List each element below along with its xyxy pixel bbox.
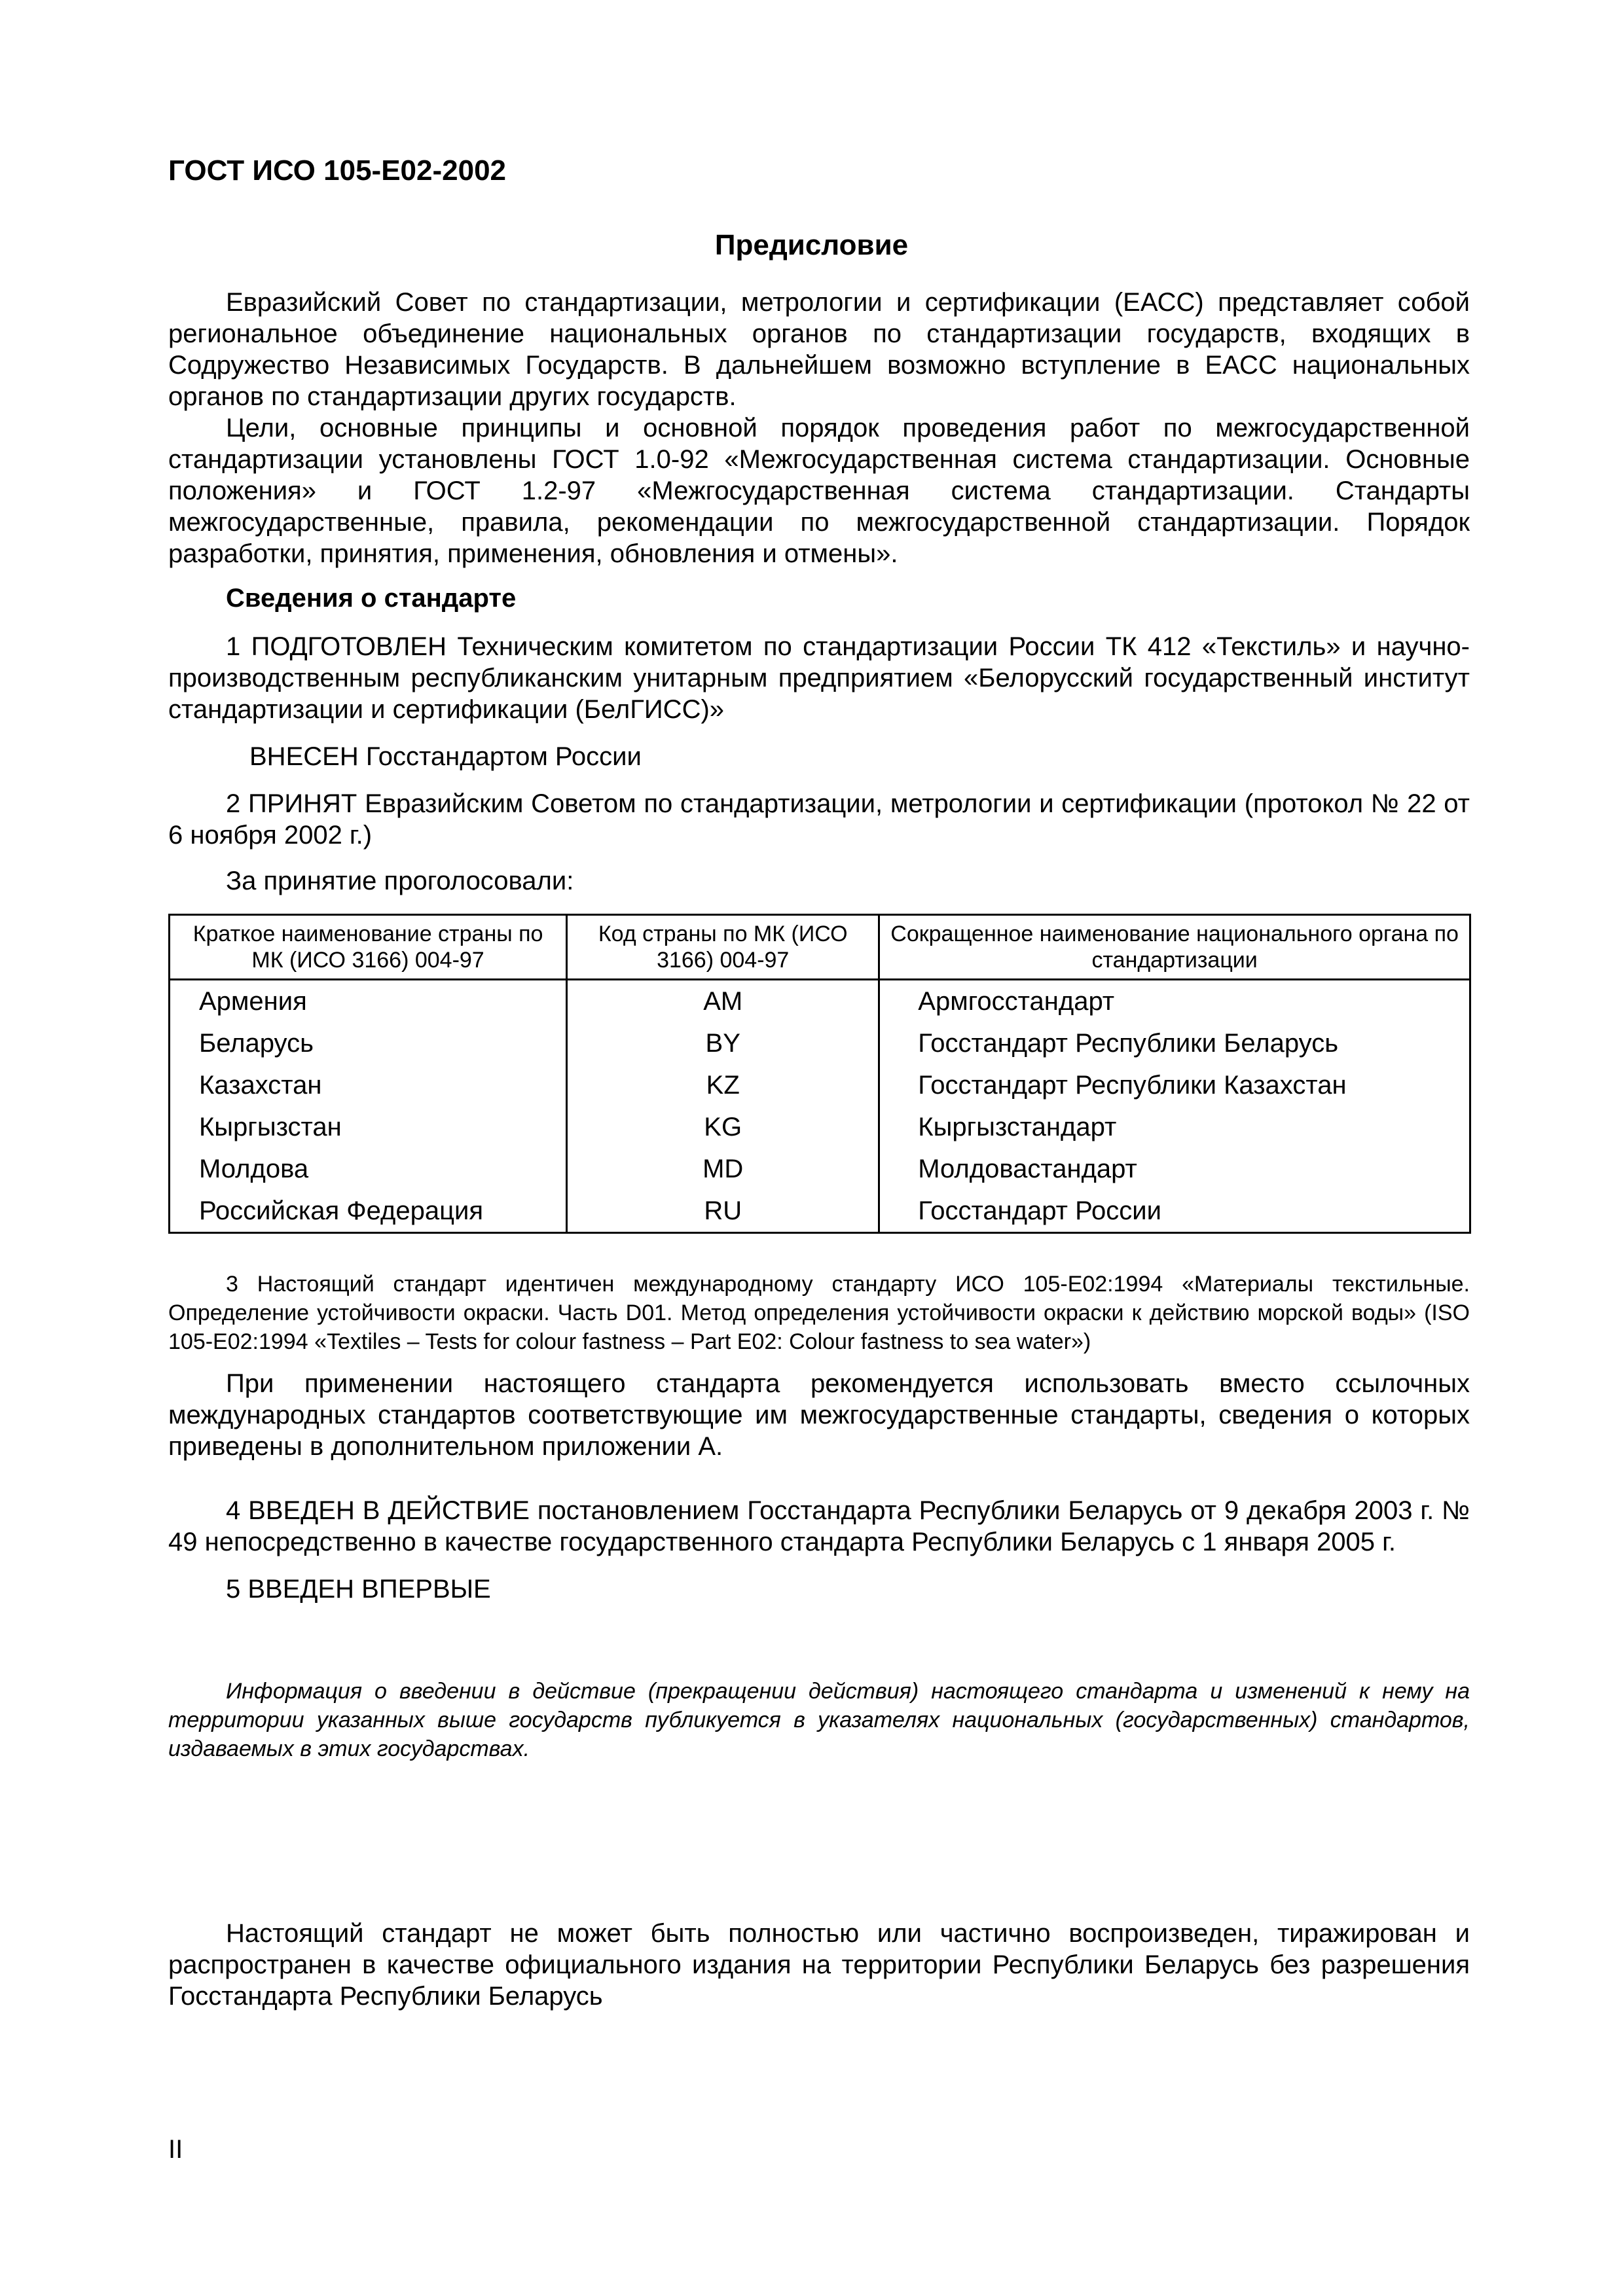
body-cell: Кыргызстандарт xyxy=(879,1106,1470,1148)
item-2 xyxy=(168,788,1470,851)
body-cell: Госстандарт Республики Казахстан xyxy=(879,1064,1470,1106)
item-3 xyxy=(168,1270,1470,1356)
country-cell: Беларусь xyxy=(170,1022,567,1064)
foreword-paragraph-2: Цели, основные принципы и основной порядок проведения работ по межгосударственной стандартизации установлены ГОСТ 1.0-92 «Межгосударственная система стандартизации. Основные положения» и ГОСТ 1.2-97 «Межгосударственная система стандартизации. Стандарты межгосударственные, правила, рекомендации по межгосударственной стандартизации. Порядок разработки, принятия, применения, обновления и отмены». xyxy=(168,414,1470,568)
info-note-text: Информация о введении в действие (прекращении действия) настоящего стандарта и изменений к нему на территории указанных выше государств публикуется в указателях национальных (государственных) стандартов, издаваемых в этих государствах. xyxy=(168,1679,1470,1761)
item-1-submitted: ВНЕСЕН Госстандартом России xyxy=(249,742,642,771)
copyright-text: Настоящий стандарт не может быть полностью или частично воспроизведен, тиражирован и распространен в качестве официального издания на территории Республики Беларусь без разрешения Госстандарта Республики Беларусь xyxy=(168,1919,1470,2011)
item-5: 5 ВВЕДЕН ВПЕРВЫЕ xyxy=(226,1575,491,1604)
code-cell: RU xyxy=(567,1190,879,1233)
table-row xyxy=(170,1022,1470,1064)
page-number: II xyxy=(168,2135,183,2164)
item-1-text: 1 ПОДГОТОВЛЕН Техническим комитетом по стандартизации России ТК 412 «Текстиль» и научно-производственным республиканским унитарным предприятием «Белорусский государственный институт стандартизации и сертификации (БелГИСС)» xyxy=(168,632,1470,724)
table-header-row xyxy=(170,915,1470,980)
table-header-country: Краткое наименование страны по МК (ИСО 3166) 004-97 xyxy=(170,915,567,980)
table-row xyxy=(170,1190,1470,1233)
table-header-body: Сокращенное наименование национального органа по стандартизации xyxy=(879,915,1470,980)
code-cell: AM xyxy=(567,980,879,1023)
item-1 xyxy=(168,631,1470,725)
country-cell: Кыргызстан xyxy=(170,1106,567,1148)
foreword-section xyxy=(168,287,1470,569)
voted-for-label: За принятие проголосовали: xyxy=(226,867,574,895)
body-cell: Молдовастандарт xyxy=(879,1148,1470,1190)
table-row xyxy=(170,1148,1470,1190)
item-3-text: 3 Настоящий стандарт идентичен международному стандарту ИСО 105-E02:1994 «Материалы текстильные. Определение устойчивости окраски. Часть D01. Метод определения устойчивости окраски к действию морской воды» (ISO 105-E02:1994 «Textiles – Tests for colour fastness – Part E02: Colour fastness to sea water») xyxy=(168,1272,1470,1354)
item-4-text: 4 ВВЕДЕН В ДЕЙСТВИЕ постановлением Госстандарта Республики Беларусь от 9 декабря 2003 г. № 49 непосредственно в качестве государственного стандарта Республики Беларусь с 1 января 2005 г. xyxy=(168,1496,1470,1556)
code-cell: BY xyxy=(567,1022,879,1064)
country-cell: Молдова xyxy=(170,1148,567,1190)
item-3-note-text: При применении настоящего стандарта рекомендуется использовать вместо ссылочных международных стандартов соответствующие им межгосударственные стандарты, сведения о которых приведены в дополнительном приложении А. xyxy=(168,1369,1470,1461)
page-title: Предисловие xyxy=(714,229,909,261)
foreword-paragraph-1: Евразийский Совет по стандартизации, метрологии и сертификации (ЕАСС) представляет собой региональное объединение национальных органов по стандартизации государств, входящих в Содружество Независимых Государств. В дальнейшем возможно вступление в ЕАСС национальных органов по стандартизации других государств. xyxy=(168,288,1470,411)
table-row xyxy=(170,980,1470,1023)
code-cell: KZ xyxy=(567,1064,879,1106)
item-2-text: 2 ПРИНЯТ Евразийским Советом по стандартизации, метрологии и сертификации (протокол № 22 от 6 ноября 2002 г.) xyxy=(168,789,1470,850)
country-cell: Казахстан xyxy=(170,1064,567,1106)
body-cell: Госстандарт Республики Беларусь xyxy=(879,1022,1470,1064)
code-cell: KG xyxy=(567,1106,879,1148)
copyright-notice xyxy=(168,1918,1470,2012)
body-cell: Госстандарт России xyxy=(879,1190,1470,1233)
body-cell: Армгосстандарт xyxy=(879,980,1470,1023)
info-note xyxy=(168,1677,1470,1763)
item-3-note xyxy=(168,1368,1470,1462)
standard-info-heading: Сведения о стандарте xyxy=(226,584,517,613)
code-cell: MD xyxy=(567,1148,879,1190)
item-4 xyxy=(168,1495,1470,1558)
table-header-code: Код страны по МК (ИСО 3166) 004-97 xyxy=(567,915,879,980)
document-header: ГОСТ ИСО 105-E02-2002 xyxy=(168,154,507,187)
voting-table xyxy=(168,914,1471,1234)
table-row xyxy=(170,1106,1470,1148)
country-cell: Российская Федерация xyxy=(170,1190,567,1233)
table-row xyxy=(170,1064,1470,1106)
country-cell: Армения xyxy=(170,980,567,1023)
